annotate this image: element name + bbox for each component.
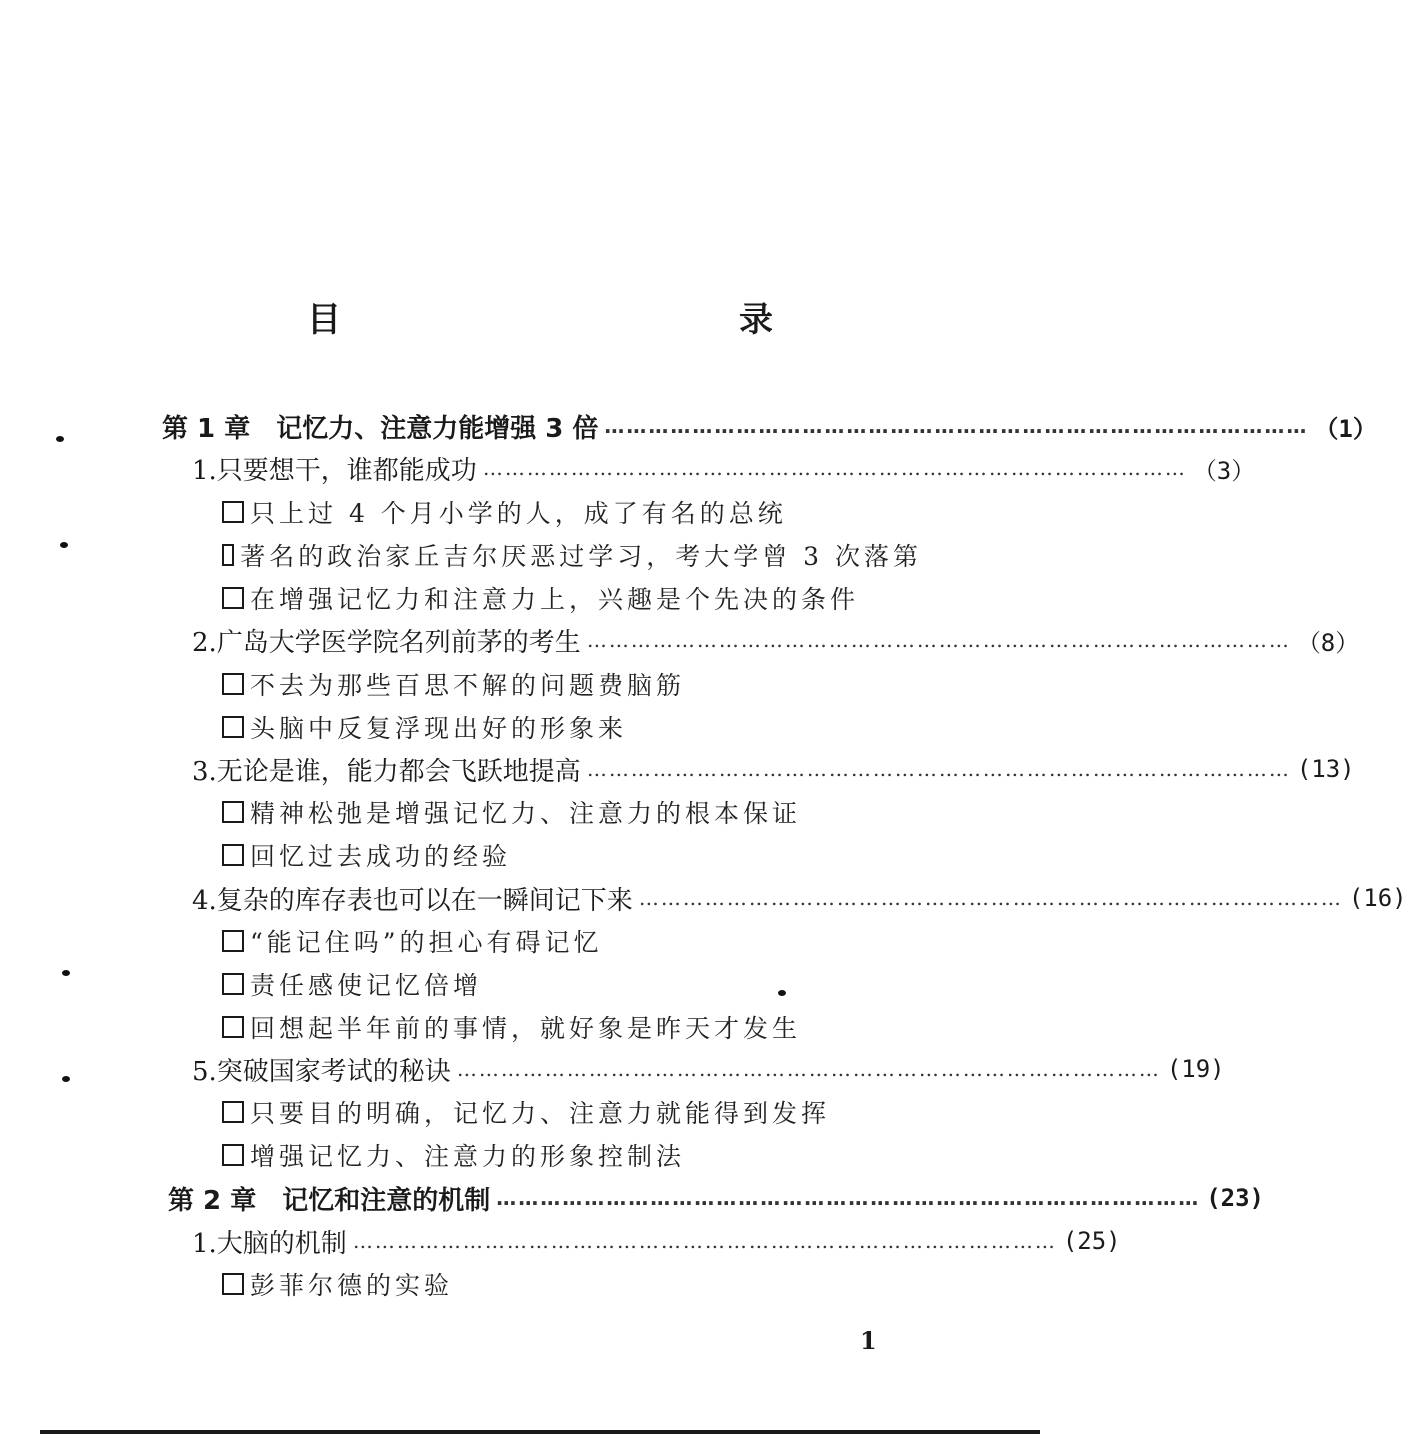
page-number: (16) <box>1348 884 1407 912</box>
checkbox-square-icon <box>222 716 244 738</box>
toc-item[interactable] <box>222 707 922 747</box>
page-title: 目 录 <box>307 300 883 340</box>
toc-section[interactable] <box>192 1049 1225 1089</box>
toc-item[interactable] <box>222 792 922 832</box>
entry-label: 彭菲尔德的实验 <box>250 1271 454 1300</box>
checkbox-square-icon <box>222 587 244 609</box>
page-number: （1） <box>1314 414 1377 443</box>
dot-leader: …………………………………………………………………………………… <box>482 456 1187 480</box>
entry-label: “能记住吗”的担心有碍记忆 <box>250 928 603 957</box>
checkbox-square-icon <box>222 673 244 695</box>
entry-label: 5.突破国家考试的秘诀 <box>192 1056 451 1087</box>
page-number: (19) <box>1166 1055 1225 1083</box>
toc-section[interactable] <box>192 1221 1121 1261</box>
checkbox-square-icon <box>222 1016 244 1038</box>
toc-item[interactable] <box>222 835 922 875</box>
checkbox-square-icon <box>222 544 234 566</box>
entry-label: 3.无论是谁，能力都会飞跃地提高 <box>192 756 581 787</box>
entry-label: 1.大脑的机制 <box>192 1228 347 1259</box>
toc-item[interactable] <box>222 578 922 618</box>
toc-item[interactable] <box>222 1264 922 1304</box>
entry-label: 头脑中反复浮现出好的形象来 <box>250 714 628 743</box>
dot-leader: …………………………………………………………………………………… <box>638 886 1343 910</box>
page-number: (25) <box>1062 1227 1121 1255</box>
toc-item[interactable] <box>222 664 922 704</box>
entry-label: 回想起半年前的事情，就好象是昨天才发生 <box>250 1014 802 1043</box>
dot-leader: …………………………………………………………………………………… <box>586 757 1291 781</box>
scan-speck <box>62 970 70 976</box>
scan-speck <box>778 990 786 996</box>
page-folio: 1 <box>860 1326 877 1355</box>
checkbox-square-icon <box>222 1273 244 1295</box>
checkbox-square-icon <box>222 844 244 866</box>
toc-item[interactable] <box>222 921 922 961</box>
dot-leader: …………………………………………………………………………………… <box>604 414 1309 438</box>
toc-chapter[interactable] <box>168 1178 1264 1218</box>
toc-section[interactable] <box>192 749 1355 789</box>
entry-label: 精神松弛是增强记忆力、注意力的根本保证 <box>250 799 802 828</box>
entry-label: 不去为那些百思不解的问题费脑筋 <box>250 671 686 700</box>
toc-item[interactable] <box>222 1092 922 1132</box>
dot-leader: …………………………………………………………………………………… <box>586 628 1291 652</box>
entry-label: 第 2 章 记忆和注意的机制 <box>168 1185 491 1216</box>
checkbox-square-icon <box>222 930 244 952</box>
scan-speck <box>60 542 68 548</box>
page-number: （3） <box>1192 456 1256 485</box>
entry-label: 1.只要想干，谁都能成功 <box>192 455 477 486</box>
page-number: （8） <box>1296 628 1360 657</box>
entry-label: 回忆过去成功的经验 <box>250 842 512 871</box>
checkbox-square-icon <box>222 501 244 523</box>
entry-label: 4.复杂的库存表也可以在一瞬间记下来 <box>192 885 633 916</box>
toc-section[interactable] <box>192 878 1407 918</box>
checkbox-square-icon <box>222 973 244 995</box>
entry-label: 在增强记忆力和注意力上，兴趣是个先决的条件 <box>250 585 860 614</box>
entry-label: 第 1 章 记忆力、注意力能增强 3 倍 <box>162 413 599 444</box>
toc-item[interactable] <box>222 492 922 532</box>
toc-item[interactable] <box>222 1135 922 1175</box>
toc-chapter[interactable] <box>162 406 1377 446</box>
dot-leader: …………………………………………………………………………………… <box>496 1186 1201 1210</box>
entry-label: 只上过 4 个月小学的人，成了有名的总统 <box>250 499 787 528</box>
toc-item[interactable] <box>222 964 922 1004</box>
toc-item[interactable] <box>222 1007 922 1047</box>
toc-section[interactable] <box>192 620 1360 660</box>
entry-label: 只要目的明确，记忆力、注意力就能得到发挥 <box>250 1099 831 1128</box>
page-number: (13) <box>1296 755 1355 783</box>
bottom-rule <box>40 1430 1040 1434</box>
page-number: (23) <box>1206 1184 1264 1212</box>
dot-leader: …………………………………………………………………………………… <box>352 1229 1057 1253</box>
entry-label: 责任感使记忆倍增 <box>250 971 483 1000</box>
toc-section[interactable] <box>192 448 1256 488</box>
dot-leader: …………………………………………………………………………………… <box>456 1057 1161 1081</box>
checkbox-square-icon <box>222 1101 244 1123</box>
entry-label: 增强记忆力、注意力的形象控制法 <box>250 1142 686 1171</box>
checkbox-square-icon <box>222 1144 244 1166</box>
checkbox-square-icon <box>222 801 244 823</box>
entry-label: 著名的政治家丘吉尔厌恶过学习，考大学曾 3 次落第 <box>240 542 922 571</box>
toc-item[interactable] <box>222 535 922 575</box>
scan-speck <box>56 436 64 442</box>
entry-label: 2.广岛大学医学院名列前茅的考生 <box>192 627 581 658</box>
scan-speck <box>62 1076 70 1082</box>
